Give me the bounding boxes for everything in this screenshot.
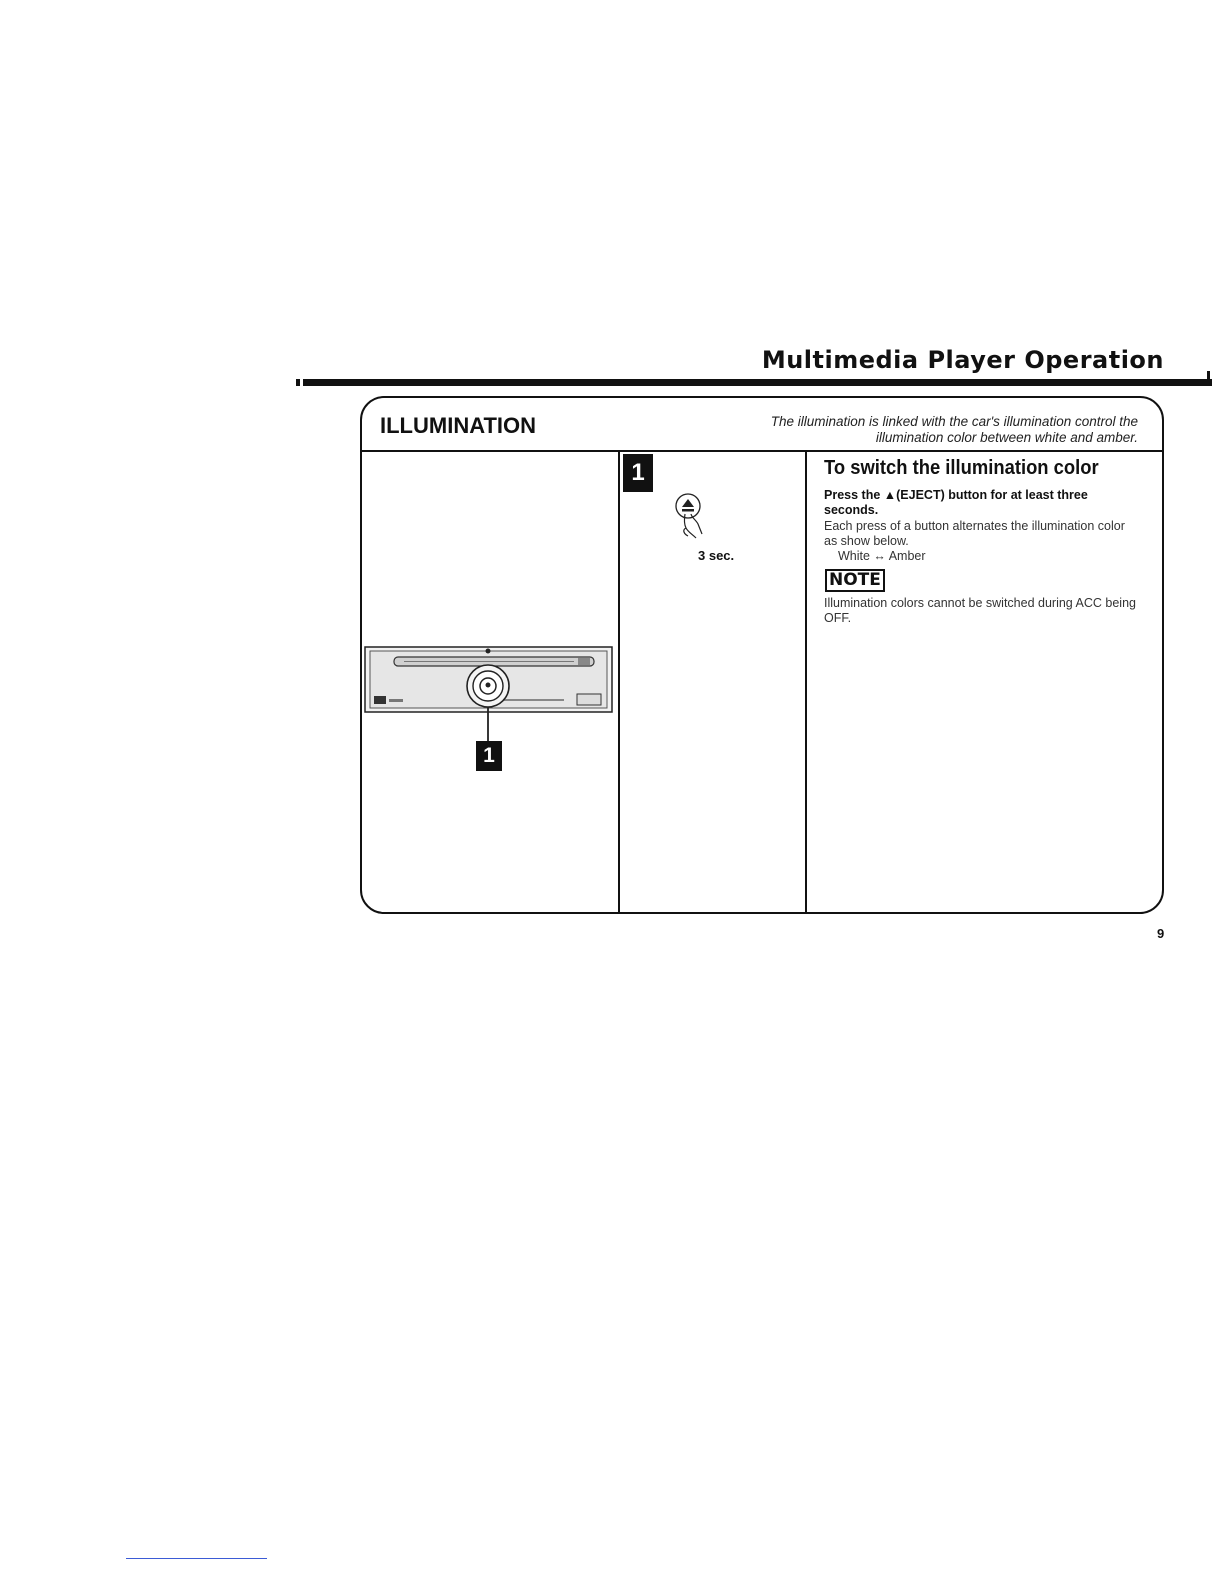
header-rule-cap [1207,371,1210,386]
note-badge: NOTE [825,569,885,592]
header-rule [296,379,1212,386]
column-divider-right [805,451,807,913]
step-heading: To switch the illumination color [824,457,1099,479]
page-number: 9 [1157,926,1165,941]
column-divider-left [618,451,620,913]
hold-duration-label: 3 sec. [698,548,735,563]
step-number-badge: 1 [623,454,653,492]
page-header-title: Multimedia Player Operation [761,346,1164,374]
header-rule-notch [300,379,303,386]
step-body: Each press of a button alternates the illumination color as show below. [824,519,1125,548]
section-description: The illumination is linked with the car's illumination control the illumination color between white and amber. [770,414,1138,445]
figure-callout-badge: 1 [476,741,502,771]
note-text: Illumination colors cannot be switched during ACC being OFF. [824,596,1136,625]
finger-press-icon [668,490,718,548]
footer-rule [126,1558,267,1559]
color-alternation: White ↔ Amber [838,549,926,563]
step-instruction: Press the ▲(EJECT) button for at least three seconds. [824,488,1088,517]
section-title: ILLUMINATION [380,413,537,438]
section-divider [362,450,1162,452]
